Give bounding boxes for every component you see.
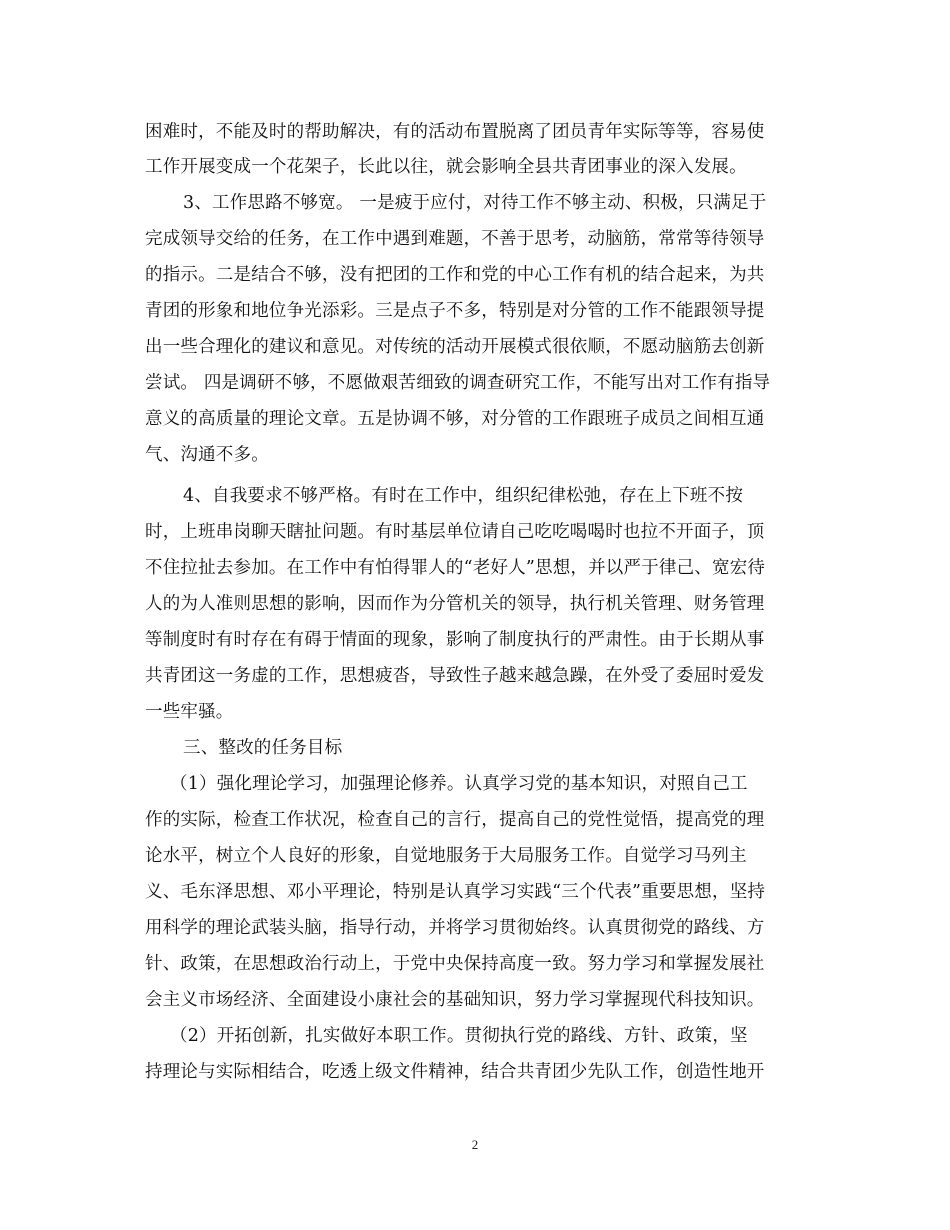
text-line: 困难时，不能及时的帮助解决，有的活动布置脱离了团员青年实际等等，容易使 (145, 122, 765, 142)
text-line: 4、自我要求不够严格。有时在工作中，组织纪律松弛，存在上下班不按 (183, 486, 744, 506)
text-line: （1）强化理论学习，加强理论修养。认真学习党的基本知识，对照自己工 (170, 774, 748, 794)
text-line: 用科学的理论武装头脑，指导行动，并将学习贯彻始终。认真贯彻党的路线、方 (145, 918, 765, 938)
text-line: 一些牢骚。 (145, 702, 234, 722)
text-line: 的指示。二是结合不够，没有把团的工作和党的中心工作有机的结合起来，为共 (145, 265, 765, 285)
text-line: 持理论与实际相结合，吃透上级文件精神，结合共青团少先队工作，创造性地开 (145, 1062, 765, 1082)
section-heading: 三、整改的任务目标 (183, 738, 343, 758)
text-line: 尝试。 四是调研不够，不愿做艰苦细致的调查研究工作，不能写出对工作有指导 (145, 373, 771, 393)
text-line: 意义的高质量的理论文章。五是协调不够，对分管的工作跟班子成员之间相互通 (145, 409, 765, 429)
text-line: 等制度时有时存在有碍于情面的现象，影响了制度执行的严肃性。由于长期从事 (145, 630, 765, 650)
text-line: 论水平，树立个人良好的形象，自觉地服务于大局服务工作。自觉学习马列主 (145, 846, 747, 866)
text-line: 工作开展变成一个花架子，长此以往，就会影响全县共青团事业的深入发展。 (145, 157, 747, 177)
text-line: 人的为人准则思想的影响，因而作为分管机关的领导，执行机关管理、财务管理 (145, 594, 765, 614)
text-line: 不住拉扯去参加。在工作中有怕得罪人的“老好人”思想，并以严于律己、宽宏待 (145, 558, 766, 578)
text-line: 完成领导交给的任务，在工作中遇到难题，不善于思考，动脑筋，常常等待领导 (145, 229, 765, 249)
text-line: 作的实际，检查工作状况，检查自己的言行，提高自己的党性觉悟，提高党的理 (145, 810, 765, 830)
text-line: 共青团这一务虚的工作，思想疲沓，导致性子越来越急躁，在外受了委屈时爱发 (145, 666, 765, 686)
page-number: 2 (471, 1137, 479, 1152)
text-line: 针、政策，在思想政治行动上，于党中央保持高度一致。努力学习和掌握发展社 (145, 954, 765, 974)
text-line: 会主义市场经济、全面建设小康社会的基础知识，努力学习掌握现代科技知识。 (145, 990, 765, 1010)
text-line: 义、毛东泽思想、邓小平理论，特别是认真学习实践“三个代表”重要思想，坚持 (145, 882, 766, 902)
text-line: 出一些合理化的建议和意见。对传统的活动开展模式很依顺，不愿动脑筋去创新 (145, 337, 765, 357)
text-line: （2）开拓创新，扎实做好本职工作。贯彻执行党的路线、方针、政策，坚 (170, 1026, 748, 1046)
text-line: 3、工作思路不够宽。 一是疲于应付，对待工作不够主动、积极，只满足于 (183, 193, 767, 213)
text-line: 气、沟通不多。 (145, 445, 269, 465)
text-line: 青团的形象和地位争光添彩。三是点子不多，特别是对分管的工作不能跟领导提 (145, 301, 765, 321)
text-line: 时，上班串岗聊天瞎扯问题。有时基层单位请自己吃吃喝喝时也拉不开面子，顶 (145, 522, 765, 542)
